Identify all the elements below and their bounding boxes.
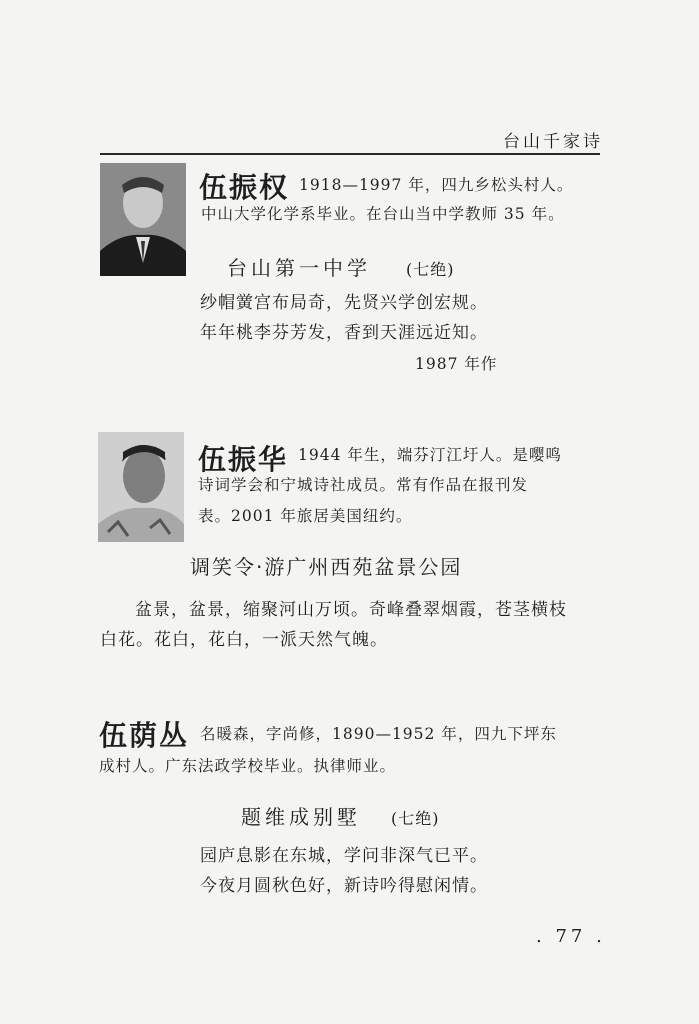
poem-form-3: (七绝) [391, 809, 440, 828]
author-bio-line-7: 成村人。广东法政学校毕业。执律师业。 [99, 757, 397, 775]
poem-title-3: 题维成别墅 [241, 805, 361, 829]
author-bio-line-1: 1918—1997 年，四九乡松头村人。 [299, 176, 574, 194]
book-title: 台山千家诗 [503, 132, 603, 152]
poem-title-1: 台山第一中学 [227, 256, 371, 280]
author-bio-line-5: 表。2001 年旅居美国纽约。 [198, 507, 413, 525]
header-rule [100, 153, 600, 155]
poem-note-1: 1987 年作 [415, 355, 498, 373]
poem-title-2: 调笑令·游广州西苑盆景公园 [190, 555, 463, 579]
poem-line-2-1: 盆景，盆景，缩聚河山万顷。奇峰叠翠烟霞，苍茎横枝 [135, 600, 567, 620]
author-bio-line-4: 诗词学会和宁城诗社成员。常有作品在报刊发 [198, 476, 529, 494]
page-number: . 77 . [536, 926, 606, 947]
poem-line-3-2: 今夜月圆秋色好，新诗吟得慰闲情。 [200, 876, 488, 896]
portrait-photo-2 [98, 432, 184, 542]
poem-form-1: (七绝) [406, 260, 455, 279]
poem-line-2-2: 白花。花白，花白，一派天然气魄。 [100, 630, 388, 650]
author-bio-line-6: 名暖森，字尚修，1890—1952 年，四九下坪东 [200, 725, 557, 743]
poem-line-3-1: 园庐息影在东城，学问非深气已平。 [200, 846, 488, 866]
poem-line-1-2: 年年桃李芬芳发，香到天涯远近知。 [200, 323, 488, 343]
poem-line-1-1: 纱帽黉宫布局奇，先贤兴学创宏规。 [200, 293, 488, 313]
author-name-2: 伍振华 [198, 443, 289, 476]
author-name-1: 伍振权 [199, 171, 290, 204]
author-bio-line-3: 1944 年生，端芬汀江圩人。是嘤鸣 [298, 446, 562, 464]
author-name-3: 伍荫丛 [99, 719, 190, 752]
portrait-photo-1 [100, 163, 186, 276]
author-bio-line-2: 中山大学化学系毕业。在台山当中学教师 35 年。 [201, 205, 565, 223]
